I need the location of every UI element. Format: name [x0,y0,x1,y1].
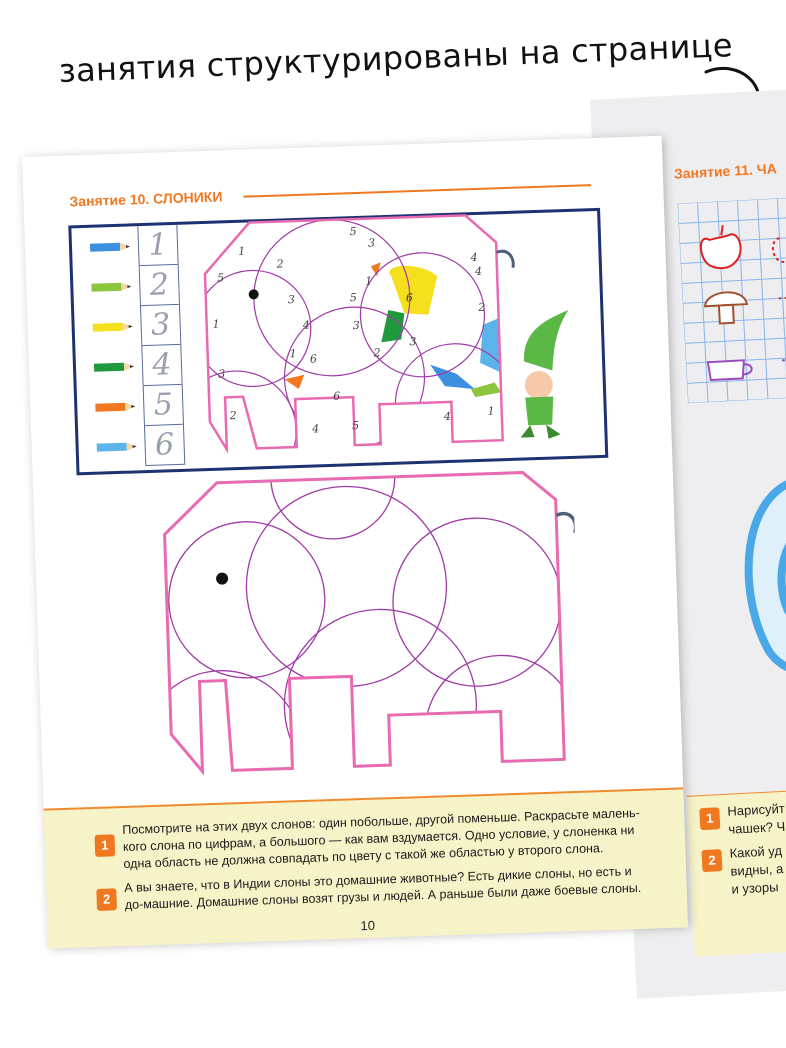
gnome-illustration [516,310,572,440]
region-number: 1 [487,404,495,418]
blue-shape [730,466,786,693]
region-number: 4 [474,264,483,279]
region-number: 2 [373,346,381,360]
region-number: 5 [349,224,357,239]
region-number: 2 [229,409,237,423]
region-number: 6 [405,291,414,305]
region-number: 3 [287,293,296,307]
digit-cell: 3 [141,305,180,346]
region-number: 5 [349,290,358,305]
task-number: 2 [96,888,117,911]
digit-cell: 6 [145,425,184,466]
title-rule [243,184,591,198]
color-by-number-frame [68,208,608,476]
next-task-number: 1 [699,807,720,830]
region-number: 4 [470,250,478,265]
pencil-icon [93,320,133,333]
pencil-icon [95,400,135,413]
next-page-task-band [687,782,786,956]
caption: занятия структурированы на странице [58,26,734,90]
region-number: 3 [352,318,360,333]
next-task-number: 2 [701,849,722,872]
region-number: 4 [443,409,452,424]
region-number: 3 [218,367,226,381]
next-task-text: Нарисуйт чашек? Ч [727,800,786,837]
grid-worksheet [678,194,786,403]
region-number: 1 [238,244,246,258]
region-number: 3 [367,236,376,250]
region-number: 4 [311,422,320,436]
region-number: 2 [478,300,486,314]
digit-cell: 4 [142,345,181,386]
pencil-icon [94,360,134,373]
region-number: 5 [216,271,225,285]
workbook-page [22,136,688,947]
next-task-text: Какой уд видны, а и узоры [729,842,784,897]
region-number: 1 [365,274,373,288]
region-number: 6 [309,352,318,366]
digit-cell: 2 [140,265,179,306]
task-text: Посмотрите на этих двух слонов: один побольше, другой поменьше. Раскрасьте малень-кого слона по цифрам, а большого — как вам вздумается. Одно условие, у слоненка ни одна область не должна совпадать по цвету с такой же областью у второго слона. [122,805,640,872]
pencil-icon [91,280,131,293]
region-number: 2 [276,257,284,271]
digit-cell: 1 [138,225,177,266]
region-number: 5 [351,418,360,433]
task-text: А вы знаете, что в Индии слоны это домашние животные? Есть дикие слоны, но есть и до-машние. Домашние слоны возят грузы и людей. А раньше были даже боевые слоны. [124,864,642,912]
digit-column [137,225,185,466]
region-number: 1 [289,347,297,361]
small-elephant [189,209,607,466]
task-band [44,787,688,948]
next-lesson-title: Занятие 11. ЧА [673,160,778,182]
page-number: 10 [360,917,376,934]
region-number: 3 [409,335,417,349]
pencil-icon [96,440,136,453]
region-number: 6 [332,389,341,403]
region-number: 4 [302,318,310,332]
task-number: 1 [95,834,116,857]
lesson-title: Занятие 10. СЛОНИКИ [69,188,223,210]
big-elephant [153,469,583,793]
region-number: 1 [212,317,220,331]
pencil-icon [90,240,130,253]
digit-cell: 5 [144,385,183,426]
